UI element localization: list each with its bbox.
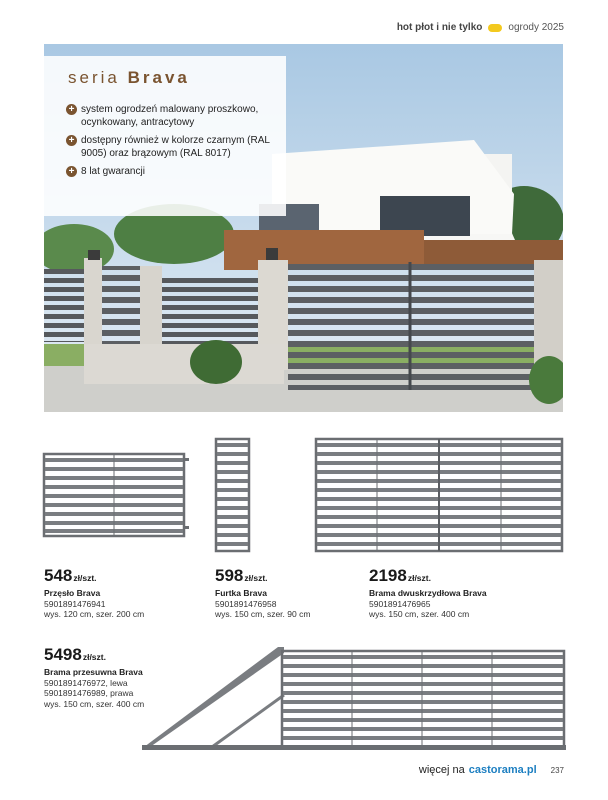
product-dimensions: wys. 120 cm, szer. 200 cm xyxy=(44,609,145,619)
product-sliding-gate xyxy=(44,645,144,709)
yellow-pill-icon xyxy=(488,24,502,32)
price-unit: zł/szt. xyxy=(244,573,268,583)
product-code: 5901891476965 xyxy=(369,598,431,609)
product-name: Brama przesuwna Brava xyxy=(44,667,143,677)
product-code: 5901891476958 xyxy=(215,598,277,609)
price-unit: zł/szt. xyxy=(82,652,106,662)
product-code: 5901891476941 xyxy=(44,598,106,609)
product-fence-panel xyxy=(44,566,144,620)
plus-icon: + xyxy=(66,135,77,146)
series-title xyxy=(68,68,190,88)
product-code: 5901891476972, lewa xyxy=(44,677,128,688)
product-dimensions: wys. 150 cm, szer. 400 cm xyxy=(44,698,145,709)
feature-item xyxy=(66,103,284,129)
series-name: Brava xyxy=(127,68,190,87)
page-footer xyxy=(419,764,564,776)
feature-item xyxy=(66,134,284,160)
footer-text: więcej na xyxy=(418,764,465,776)
price-value: 598 xyxy=(215,566,244,585)
product-dimensions: wys. 150 cm, szer. 400 cm xyxy=(369,609,470,619)
double-gate-image xyxy=(312,437,566,553)
page-header xyxy=(397,22,564,33)
feature-text: system ogrodzeń malowany proszkowo, ocynkowany, antracytowy xyxy=(81,104,259,128)
price-unit: zł/szt. xyxy=(407,573,431,583)
series-prefix: seria xyxy=(68,68,120,87)
price-unit: zł/szt. xyxy=(73,573,97,583)
price-value: 2198 xyxy=(369,566,407,585)
catalog-title: ogrody 2025 xyxy=(508,22,564,33)
price-value: 548 xyxy=(44,566,73,585)
product-name: Brama dwuskrzydłowa Brava xyxy=(369,588,487,598)
price xyxy=(215,566,310,588)
feature-text: 8 lat gwarancji xyxy=(81,166,145,177)
product-name: Przęsło Brava xyxy=(44,588,101,598)
price-value: 5498 xyxy=(44,645,82,664)
plus-icon: + xyxy=(66,104,77,115)
price xyxy=(44,645,144,667)
feature-list xyxy=(66,103,284,183)
website-link[interactable]: castorama.pl xyxy=(468,764,537,776)
product-dimensions: wys. 150 cm, szer. 90 cm xyxy=(215,609,311,619)
price xyxy=(369,566,487,588)
feature-box xyxy=(44,56,286,216)
fence-panel-image xyxy=(40,450,192,540)
feature-text: dostępny również w kolorze czarnym (RAL 9005) oraz brązowym (RAL 8017) xyxy=(81,135,270,159)
header-section-label: hot płot i nie tylko xyxy=(396,22,483,33)
product-name: Furtka Brava xyxy=(215,588,267,598)
feature-item xyxy=(66,165,284,178)
garden-gate-image xyxy=(213,437,253,553)
sliding-gate-image xyxy=(140,643,568,753)
plus-icon: + xyxy=(66,166,77,177)
page-number: 237 xyxy=(550,766,564,775)
product-garden-gate xyxy=(215,566,310,620)
price xyxy=(44,566,144,588)
product-code: 5901891476989, prawa xyxy=(44,688,134,698)
product-double-gate xyxy=(369,566,487,620)
